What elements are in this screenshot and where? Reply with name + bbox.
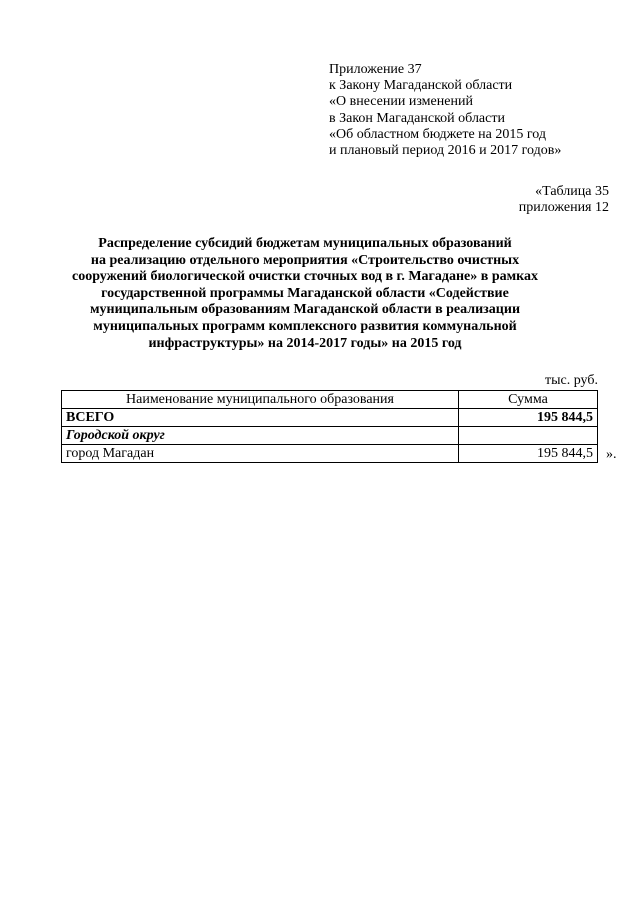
title-line: государственной программы Магаданской области «Содействие — [101, 285, 509, 301]
header-sum: Сумма — [459, 391, 598, 409]
row-name: город Магадан — [62, 445, 459, 463]
table-reference-line: приложения 12 — [518, 200, 609, 216]
row-sum: 195 844,5 — [459, 445, 598, 463]
units-label: тыс. руб. — [545, 373, 598, 388]
title-line: Распределение субсидий бюджетам муниципальных образований — [98, 236, 512, 251]
appendix-line: и плановый период 2016 и 2017 годов» — [329, 143, 562, 159]
appendix-line: в Закон Магаданской области — [329, 110, 505, 126]
title-line: инфраструктуры» на 2014-2017 годы» на 2015 год — [148, 335, 462, 351]
row-sum — [459, 427, 598, 445]
row-sum: 195 844,5 — [459, 409, 598, 427]
table-row-total — [62, 409, 598, 427]
table-row — [62, 445, 598, 463]
row-name: ВСЕГО — [62, 409, 459, 427]
title-line: муниципальным образованиям Магаданской области в реализации — [89, 302, 521, 318]
row-name: Городской округ — [62, 427, 459, 445]
document-title — [40, 236, 570, 352]
appendix-line: «О внесении изменений — [329, 94, 473, 110]
table-reference-line: «Таблица 35 — [535, 184, 609, 199]
title-line: сооружений биологической очистки сточных вод в г. Магадане» в рамках — [71, 269, 539, 285]
title-line: муниципальных программ комплексного развития коммунальной — [93, 318, 517, 334]
appendix-line: к Закону Магаданской области — [329, 78, 513, 94]
title-line: на реализацию отдельного мероприятия «Строительство очистных — [90, 252, 520, 268]
appendix-line: «Об областном бюджете на 2015 год — [329, 126, 546, 142]
table-reference — [519, 184, 609, 216]
header-name: Наименование муниципального образования — [62, 391, 459, 409]
appendix-header — [329, 62, 561, 159]
closing-quote-mark: ». — [606, 447, 617, 462]
table-row-group — [62, 427, 598, 445]
subsidy-table — [61, 390, 598, 463]
appendix-line: Приложение 37 — [329, 62, 422, 77]
table-header-row — [62, 391, 598, 409]
